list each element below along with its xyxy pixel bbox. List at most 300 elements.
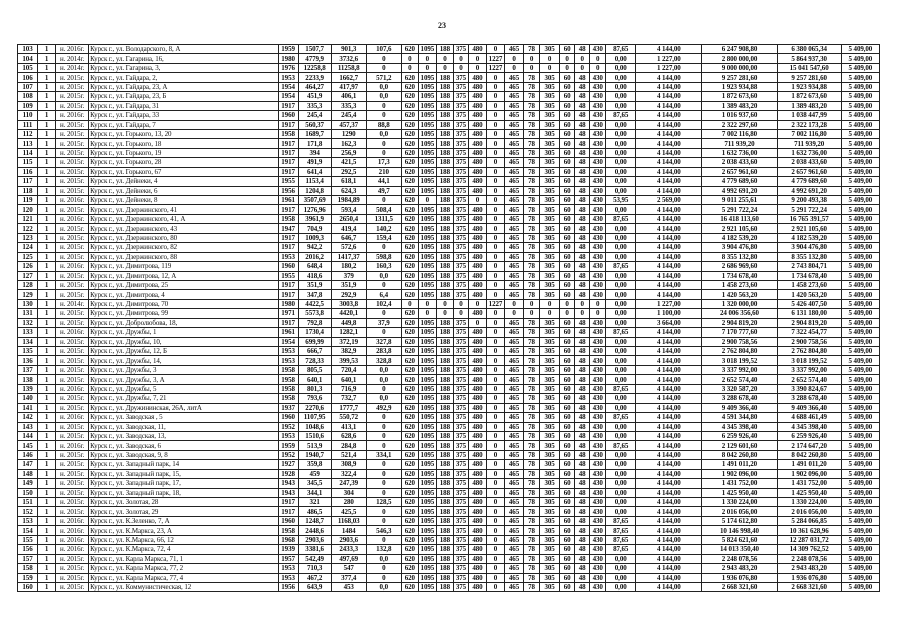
rate-10-cell: 60 <box>560 460 575 469</box>
row-number-cell: 115 <box>18 158 38 167</box>
rate-10-cell: 60 <box>560 196 575 205</box>
table-row <box>18 224 880 233</box>
year-cell: 1937 <box>278 403 298 412</box>
cost-total-cell: 2 038 433,60 <box>777 158 841 167</box>
total-rate-cell: 4 144,00 <box>636 205 702 214</box>
rate-2-cell: 1095 <box>418 290 436 299</box>
total-area-cell: 486,5 <box>298 507 331 516</box>
rate-1-cell: 620 <box>401 413 418 422</box>
table-row <box>18 545 880 554</box>
rate-2-cell: 1095 <box>418 564 436 573</box>
row-number-cell: 141 <box>18 403 38 412</box>
rate-2-cell: 1095 <box>418 413 436 422</box>
table-row <box>18 469 880 478</box>
rate-2-cell: 1095 <box>418 498 436 507</box>
rate-5-cell: 480 <box>468 356 486 365</box>
rate-4-cell: 375 <box>453 139 468 148</box>
rate-9-cell: 305 <box>540 139 560 148</box>
cost-total-cell: 1 902 096,00 <box>777 469 841 478</box>
year-cell: 1958 <box>278 129 298 138</box>
rate-4-cell: 375 <box>453 196 468 205</box>
cost-total-cell: 6 259 926,40 <box>777 431 841 440</box>
rate-2-cell: 1095 <box>418 526 436 535</box>
rate-12-cell: 430 <box>590 101 606 110</box>
rate-7-cell: 465 <box>505 45 524 54</box>
rate-7-cell: 465 <box>505 243 524 252</box>
rate-2-cell: 1095 <box>418 129 436 138</box>
unit-price-cell: 5 409,00 <box>841 365 879 374</box>
nonliving-area-cell: 0 <box>366 148 401 157</box>
rate-1-cell: 620 <box>401 45 418 54</box>
address-cell: Курск г., ул. Дейнеки, 8 <box>89 196 278 205</box>
cost-estimate-cell: 711 939,20 <box>702 139 777 148</box>
unit-price-cell: 5 409,00 <box>841 309 879 318</box>
address-cell: Курск г., ул. К.Зеленко, 7, А <box>89 516 278 525</box>
living-area-cell: 1662,7 <box>331 73 366 82</box>
rate-8-cell: 78 <box>524 73 540 82</box>
rate-2-cell: 1095 <box>418 469 436 478</box>
rate-7-cell: 465 <box>505 290 524 299</box>
rate-10-cell: 60 <box>560 158 575 167</box>
rate-7-cell: 465 <box>505 488 524 497</box>
row-number-cell: 142 <box>18 413 38 422</box>
rate-2-cell: 1095 <box>418 573 436 582</box>
living-area-cell: 497,69 <box>331 554 366 563</box>
living-area-cell: 292,9 <box>331 290 366 299</box>
living-area-cell: 379 <box>331 271 366 280</box>
rate-11-cell: 48 <box>575 431 590 440</box>
extra-rate-cell: 0,00 <box>606 488 636 497</box>
rate-7-cell: 465 <box>505 120 524 129</box>
rate-4-cell: 375 <box>453 290 468 299</box>
rate-5-cell: 480 <box>468 224 486 233</box>
rate-5-cell: 480 <box>468 347 486 356</box>
rate-8-cell: 78 <box>524 469 540 478</box>
rate-8-cell: 78 <box>524 422 540 431</box>
rate-7-cell: 465 <box>505 280 524 289</box>
rate-9-cell: 305 <box>540 573 560 582</box>
rate-1-cell: 620 <box>401 384 418 393</box>
row-number-cell: 134 <box>18 337 38 346</box>
unit-price-cell: 5 409,00 <box>841 347 879 356</box>
rate-8-cell: 78 <box>524 82 540 91</box>
cost-estimate-cell: 1 320 000,00 <box>702 299 777 308</box>
address-cell: Курск г., ул. Гагарина, 3, <box>89 63 278 72</box>
nonliving-area-cell: 0 <box>366 280 401 289</box>
buildings-table <box>17 44 880 592</box>
cost-estimate-cell: 2 652 574,40 <box>702 375 777 384</box>
rate-7-cell: 465 <box>505 92 524 101</box>
extra-rate-cell: 0,00 <box>606 450 636 459</box>
count-cell: 1 <box>38 384 56 393</box>
total-area-cell: 801,3 <box>298 384 331 393</box>
year-cell: 1939 <box>278 545 298 554</box>
rate-10-cell: 60 <box>560 554 575 563</box>
cost-estimate-cell: 1 734 678,40 <box>702 271 777 280</box>
rate-12-cell: 430 <box>590 507 606 516</box>
rate-6-cell: 0 <box>486 375 504 384</box>
address-cell: Курск г., ул. Гайдара, 2, <box>89 73 278 82</box>
status-cell: н. 2015г. <box>56 318 89 327</box>
rate-1-cell: 620 <box>401 394 418 403</box>
rate-6-cell: 0 <box>486 243 504 252</box>
living-area-cell: 2433,3 <box>331 545 366 554</box>
rate-10-cell: 60 <box>560 167 575 176</box>
rate-6-cell: 0 <box>486 564 504 573</box>
total-rate-cell: 4 144,00 <box>636 573 702 582</box>
rate-10-cell: 60 <box>560 488 575 497</box>
address-cell: Курск г., ул. Дзержинского, 41 <box>89 205 278 214</box>
total-rate-cell: 4 144,00 <box>636 101 702 110</box>
table-row <box>18 45 880 54</box>
unit-price-cell: 5 409,00 <box>841 469 879 478</box>
total-area-cell: 467,2 <box>298 573 331 582</box>
unit-price-cell: 5 409,00 <box>841 139 879 148</box>
cost-estimate-cell: 8 355 132,80 <box>702 252 777 261</box>
rate-11-cell: 48 <box>575 413 590 422</box>
row-number-cell: 126 <box>18 262 38 271</box>
table-row <box>18 233 880 242</box>
rate-11-cell: 48 <box>575 460 590 469</box>
rate-9-cell: 305 <box>540 469 560 478</box>
total-area-cell: 792,8 <box>298 318 331 327</box>
rate-12-cell: 430 <box>590 262 606 271</box>
status-cell: н. 2016г. <box>56 441 89 450</box>
total-area-cell: 1153,4 <box>298 177 331 186</box>
count-cell: 1 <box>38 280 56 289</box>
table-row <box>18 177 880 186</box>
rate-11-cell: 48 <box>575 271 590 280</box>
rate-6-cell: 0 <box>486 554 504 563</box>
nonliving-area-cell: 107,6 <box>366 45 401 54</box>
rate-12-cell: 430 <box>590 441 606 450</box>
extra-rate-cell: 0,00 <box>606 101 636 110</box>
cost-total-cell: 1 491 011,20 <box>777 460 841 469</box>
address-cell: Курск г., ул. Карла Маркса, 77, 4 <box>89 573 278 582</box>
cost-total-cell: 2 657 961,60 <box>777 167 841 176</box>
cost-estimate-cell: 1 330 224,00 <box>702 498 777 507</box>
status-cell: н. 2015г. <box>56 101 89 110</box>
nonliving-area-cell: 0 <box>366 573 401 582</box>
nonliving-area-cell: 0 <box>366 516 401 525</box>
nonliving-area-cell: 492,9 <box>366 403 401 412</box>
status-cell: н. 2015г. <box>56 582 89 591</box>
rate-9-cell: 305 <box>540 167 560 176</box>
rate-5-cell: 480 <box>468 488 486 497</box>
rate-4-cell: 375 <box>453 479 468 488</box>
rate-6-cell: 0 <box>486 158 504 167</box>
rate-10-cell: 60 <box>560 205 575 214</box>
rate-8-cell: 78 <box>524 158 540 167</box>
rate-4-cell: 375 <box>453 177 468 186</box>
address-cell: Курск г., ул. Дружбы, 1 <box>89 328 278 337</box>
year-cell: 1917 <box>278 243 298 252</box>
extra-rate-cell: 0,00 <box>606 243 636 252</box>
total-area-cell: 12258,8 <box>298 63 331 72</box>
rate-1-cell: 620 <box>401 214 418 223</box>
nonliving-area-cell: 0 <box>366 196 401 205</box>
row-number-cell: 104 <box>18 54 38 63</box>
cost-estimate-cell: 3 904 476,80 <box>702 243 777 252</box>
rate-4-cell: 375 <box>453 573 468 582</box>
unit-price-cell: 5 409,00 <box>841 290 879 299</box>
cost-estimate-cell: 4 992 691,20 <box>702 186 777 195</box>
rate-10-cell: 60 <box>560 120 575 129</box>
cost-total-cell: 4 345 398,40 <box>777 422 841 431</box>
rate-10-cell: 60 <box>560 92 575 101</box>
status-cell: н. 2015г. <box>56 431 89 440</box>
status-cell: н. 2015г. <box>56 139 89 148</box>
rate-1-cell: 620 <box>401 280 418 289</box>
year-cell: 1917 <box>278 233 298 242</box>
living-area-cell: 245,4 <box>331 111 366 120</box>
count-cell: 1 <box>38 290 56 299</box>
rate-2-cell: 1095 <box>418 82 436 91</box>
rate-7-cell: 465 <box>505 148 524 157</box>
row-number-cell: 140 <box>18 394 38 403</box>
nonliving-area-cell: 0 <box>366 54 401 63</box>
rate-2-cell: 1095 <box>418 186 436 195</box>
table-row <box>18 243 880 252</box>
rate-10-cell: 0 <box>560 63 575 72</box>
rate-6-cell: 0 <box>486 365 504 374</box>
rate-12-cell: 430 <box>590 111 606 120</box>
count-cell: 1 <box>38 158 56 167</box>
rate-12-cell: 0 <box>590 309 606 318</box>
total-rate-cell: 4 144,00 <box>636 564 702 573</box>
rate-6-cell: 0 <box>486 205 504 214</box>
living-area-cell: 284,8 <box>331 441 366 450</box>
cost-estimate-cell: 1 923 934,88 <box>702 82 777 91</box>
table-row <box>18 498 880 507</box>
cost-total-cell: 15 041 547,60 <box>777 63 841 72</box>
address-cell: Курск г., ул. Заводская, 9, 8 <box>89 450 278 459</box>
rate-8-cell: 78 <box>524 564 540 573</box>
nonliving-area-cell: 0 <box>366 488 401 497</box>
rate-7-cell: 465 <box>505 337 524 346</box>
rate-5-cell: 0 <box>468 318 486 327</box>
rate-10-cell: 60 <box>560 365 575 374</box>
rate-10-cell: 60 <box>560 507 575 516</box>
rate-1-cell: 620 <box>401 365 418 374</box>
total-area-cell: 347,8 <box>298 290 331 299</box>
year-cell: 1958 <box>278 394 298 403</box>
count-cell: 1 <box>38 299 56 308</box>
rate-2-cell: 1095 <box>418 214 436 223</box>
rate-4-cell: 375 <box>453 545 468 554</box>
year-cell: 1959 <box>278 441 298 450</box>
rate-9-cell: 305 <box>540 148 560 157</box>
rate-11-cell: 48 <box>575 139 590 148</box>
total-rate-cell: 4 144,00 <box>636 488 702 497</box>
nonliving-area-cell: 0,0 <box>366 582 401 591</box>
rate-2-cell: 1095 <box>418 318 436 327</box>
rate-5-cell: 480 <box>468 82 486 91</box>
total-area-cell: 1107,95 <box>298 413 331 422</box>
rate-3-cell: 188 <box>436 243 453 252</box>
rate-5-cell: 480 <box>468 554 486 563</box>
rate-12-cell: 430 <box>590 214 606 223</box>
rate-5-cell: 480 <box>468 271 486 280</box>
rate-4-cell: 375 <box>453 431 468 440</box>
rate-9-cell: 305 <box>540 318 560 327</box>
rate-3-cell: 188 <box>436 450 453 459</box>
total-rate-cell: 4 144,00 <box>636 73 702 82</box>
total-area-cell: 699,99 <box>298 337 331 346</box>
address-cell: Курск г., ул. Дружининская, 26А, литА <box>89 403 278 412</box>
rate-2-cell: 1095 <box>418 205 436 214</box>
address-cell: Курск г., ул. Дружбы, 3, А <box>89 375 278 384</box>
total-area-cell: 666,7 <box>298 347 331 356</box>
rate-7-cell: 465 <box>505 573 524 582</box>
rate-6-cell: 1227 <box>486 299 504 308</box>
rate-9-cell: 305 <box>540 516 560 525</box>
total-area-cell: 3961,9 <box>298 214 331 223</box>
rate-12-cell: 430 <box>590 384 606 393</box>
extra-rate-cell: 0,00 <box>606 498 636 507</box>
count-cell: 1 <box>38 92 56 101</box>
living-area-cell: 2650,4 <box>331 214 366 223</box>
table-row <box>18 488 880 497</box>
living-area-cell: 11258,8 <box>331 63 366 72</box>
rate-11-cell: 48 <box>575 186 590 195</box>
address-cell: Курск г., ул. К.Маркса, 23, А <box>89 526 278 535</box>
rate-9-cell: 305 <box>540 101 560 110</box>
total-rate-cell: 4 144,00 <box>636 450 702 459</box>
rate-4-cell: 375 <box>453 92 468 101</box>
rate-2-cell: 1095 <box>418 403 436 412</box>
cost-total-cell: 5 426 407,50 <box>777 299 841 308</box>
rate-10-cell: 60 <box>560 45 575 54</box>
rate-11-cell: 48 <box>575 573 590 582</box>
rate-12-cell: 430 <box>590 186 606 195</box>
row-number-cell: 131 <box>18 309 38 318</box>
status-cell: н. 2015г. <box>56 460 89 469</box>
rate-4-cell: 375 <box>453 507 468 516</box>
rate-6-cell: 0 <box>486 148 504 157</box>
rate-1-cell: 620 <box>401 488 418 497</box>
status-cell: н. 2015г. <box>56 507 89 516</box>
row-number-cell: 117 <box>18 177 38 186</box>
rate-6-cell: 0 <box>486 384 504 393</box>
rate-7-cell: 0 <box>505 63 524 72</box>
rate-11-cell: 48 <box>575 111 590 120</box>
cost-total-cell: 2 174 647,20 <box>777 441 841 450</box>
rate-10-cell: 60 <box>560 101 575 110</box>
table-row <box>18 507 880 516</box>
rate-2-cell: 1095 <box>418 375 436 384</box>
rate-9-cell: 305 <box>540 337 560 346</box>
total-rate-cell: 4 144,00 <box>636 498 702 507</box>
rate-10-cell: 60 <box>560 280 575 289</box>
rate-5-cell: 480 <box>468 441 486 450</box>
row-number-cell: 107 <box>18 82 38 91</box>
total-area-cell: 2233,9 <box>298 73 331 82</box>
cost-total-cell: 1 038 447,99 <box>777 111 841 120</box>
status-cell: н. 2015г. <box>56 309 89 318</box>
address-cell: Курск г., ул. Димитрова, 70 <box>89 299 278 308</box>
address-cell: Курск г., ул. Гайдара, 23, Б <box>89 92 278 101</box>
rate-9-cell: 305 <box>540 129 560 138</box>
table-row <box>18 186 880 195</box>
rate-1-cell: 620 <box>401 582 418 591</box>
rate-10-cell: 60 <box>560 262 575 271</box>
address-cell: Курск г., ул. Гагарина, 16, <box>89 54 278 63</box>
rate-2-cell: 1095 <box>418 431 436 440</box>
nonliving-area-cell: 160,3 <box>366 262 401 271</box>
rate-5-cell: 480 <box>468 582 486 591</box>
nonliving-area-cell: 0 <box>366 111 401 120</box>
row-number-cell: 106 <box>18 73 38 82</box>
address-cell: Курск г., ул. Димитрова, 25 <box>89 280 278 289</box>
unit-price-cell: 5 409,00 <box>841 233 879 242</box>
count-cell: 1 <box>38 365 56 374</box>
unit-price-cell: 5 409,00 <box>841 413 879 422</box>
status-cell: н. 2015г. <box>56 186 89 195</box>
address-cell: Курск г., ул. Дзержинского, 80 <box>89 233 278 242</box>
year-cell: 1961 <box>278 328 298 337</box>
rate-12-cell: 430 <box>590 205 606 214</box>
nonliving-area-cell: 0,0 <box>366 82 401 91</box>
rate-3-cell: 188 <box>436 92 453 101</box>
unit-price-cell: 5 409,00 <box>841 384 879 393</box>
total-rate-cell: 4 144,00 <box>636 243 702 252</box>
rate-12-cell: 430 <box>590 403 606 412</box>
rate-12-cell: 430 <box>590 318 606 327</box>
rate-4-cell: 375 <box>453 394 468 403</box>
status-cell: н. 2015г. <box>56 252 89 261</box>
extra-rate-cell: 0,00 <box>606 63 636 72</box>
rate-2-cell: 1095 <box>418 554 436 563</box>
table-row <box>18 299 880 308</box>
rate-6-cell: 0 <box>486 535 504 544</box>
address-cell: Курск г., ул. Гайдара, 7 <box>89 120 278 129</box>
total-area-cell: 451,9 <box>298 92 331 101</box>
cost-estimate-cell: 4 779 689,60 <box>702 177 777 186</box>
rate-11-cell: 48 <box>575 545 590 554</box>
living-area-cell: 3732,6 <box>331 54 366 63</box>
rate-8-cell: 0 <box>524 54 540 63</box>
unit-price-cell: 5 409,00 <box>841 243 879 252</box>
status-cell: н. 2016г. <box>56 516 89 525</box>
rate-3-cell: 188 <box>436 365 453 374</box>
rate-4-cell: 0 <box>453 309 468 318</box>
rate-11-cell: 48 <box>575 73 590 82</box>
rate-8-cell: 78 <box>524 252 540 261</box>
extra-rate-cell: 87,65 <box>606 328 636 337</box>
rate-9-cell: 305 <box>540 45 560 54</box>
rate-8-cell: 78 <box>524 120 540 129</box>
total-area-cell: 643,9 <box>298 582 331 591</box>
rate-5-cell: 0 <box>468 54 486 63</box>
count-cell: 1 <box>38 507 56 516</box>
rate-7-cell: 465 <box>505 384 524 393</box>
count-cell: 1 <box>38 460 56 469</box>
unit-price-cell: 5 409,00 <box>841 271 879 280</box>
address-cell: Курск г., ул. Заводская, 11, <box>89 422 278 431</box>
rate-6-cell: 0 <box>486 394 504 403</box>
rate-6-cell: 0 <box>486 356 504 365</box>
unit-price-cell: 5 409,00 <box>841 526 879 535</box>
rate-6-cell: 0 <box>486 120 504 129</box>
rate-12-cell: 430 <box>590 450 606 459</box>
rate-5-cell: 480 <box>468 290 486 299</box>
rate-11-cell: 48 <box>575 328 590 337</box>
year-cell: 1960 <box>278 516 298 525</box>
unit-price-cell: 5 409,00 <box>841 375 879 384</box>
rate-10-cell: 0 <box>560 309 575 318</box>
row-number-cell: 125 <box>18 252 38 261</box>
